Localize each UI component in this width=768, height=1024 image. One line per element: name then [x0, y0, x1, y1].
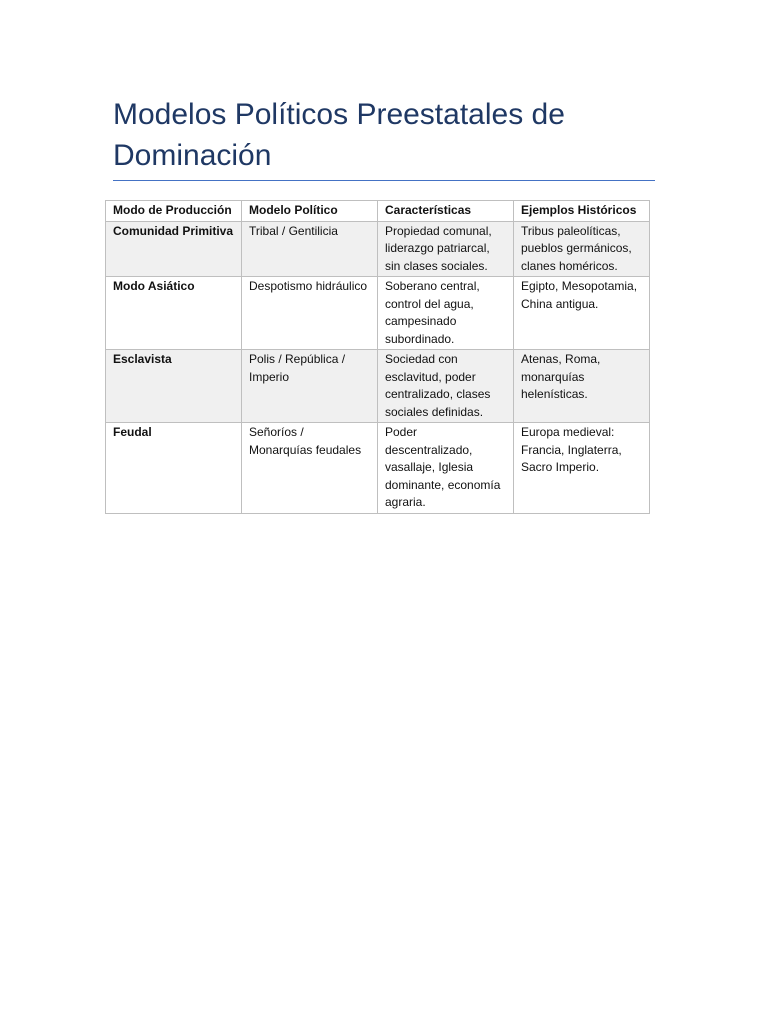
- cell-caracteristicas: Sociedad con esclavitud, poder centralizado, clases sociales definidas.: [378, 350, 514, 423]
- table-row: [106, 423, 650, 514]
- cell-caracteristicas: Poder descentralizado, vasallaje, Iglesia dominante, economía agraria.: [378, 423, 514, 514]
- cell-modelo-politico: Tribal / Gentilicia: [242, 221, 378, 277]
- cell-modo-produccion: Comunidad Primitiva: [106, 221, 242, 277]
- table-row: [106, 221, 650, 277]
- cell-ejemplos-historicos: Europa medieval: Francia, Inglaterra, Sacro Imperio.: [514, 423, 650, 514]
- header-modo-produccion: Modo de Producción: [106, 201, 242, 222]
- cell-modo-produccion: Esclavista: [106, 350, 242, 423]
- table-row: [106, 277, 650, 350]
- cell-modelo-politico: Señoríos / Monarquías feudales: [242, 423, 378, 514]
- cell-modo-produccion: Modo Asiático: [106, 277, 242, 350]
- header-modelo-politico: Modelo Político: [242, 201, 378, 222]
- header-caracteristicas: Características: [378, 201, 514, 222]
- title-underline-rule: [113, 180, 655, 181]
- header-ejemplos-historicos: Ejemplos Históricos: [514, 201, 650, 222]
- page-title: Modelos Políticos Preestatales de Dominación: [113, 98, 565, 172]
- political-models-table: [105, 200, 650, 514]
- cell-ejemplos-historicos: Egipto, Mesopotamia, China antigua.: [514, 277, 650, 350]
- table-header-row: [106, 201, 650, 222]
- cell-modo-produccion: Feudal: [106, 423, 242, 514]
- cell-modelo-politico: Polis / República / Imperio: [242, 350, 378, 423]
- cell-modelo-politico: Despotismo hidráulico: [242, 277, 378, 350]
- cell-ejemplos-historicos: Tribus paleolíticas, pueblos germánicos, clanes homéricos.: [514, 221, 650, 277]
- table-row: [106, 350, 650, 423]
- cell-caracteristicas: Propiedad comunal, liderazgo patriarcal, sin clases sociales.: [378, 221, 514, 277]
- cell-caracteristicas: Soberano central, control del agua, campesinado subordinado.: [378, 277, 514, 350]
- cell-ejemplos-historicos: Atenas, Roma, monarquías helenísticas.: [514, 350, 650, 423]
